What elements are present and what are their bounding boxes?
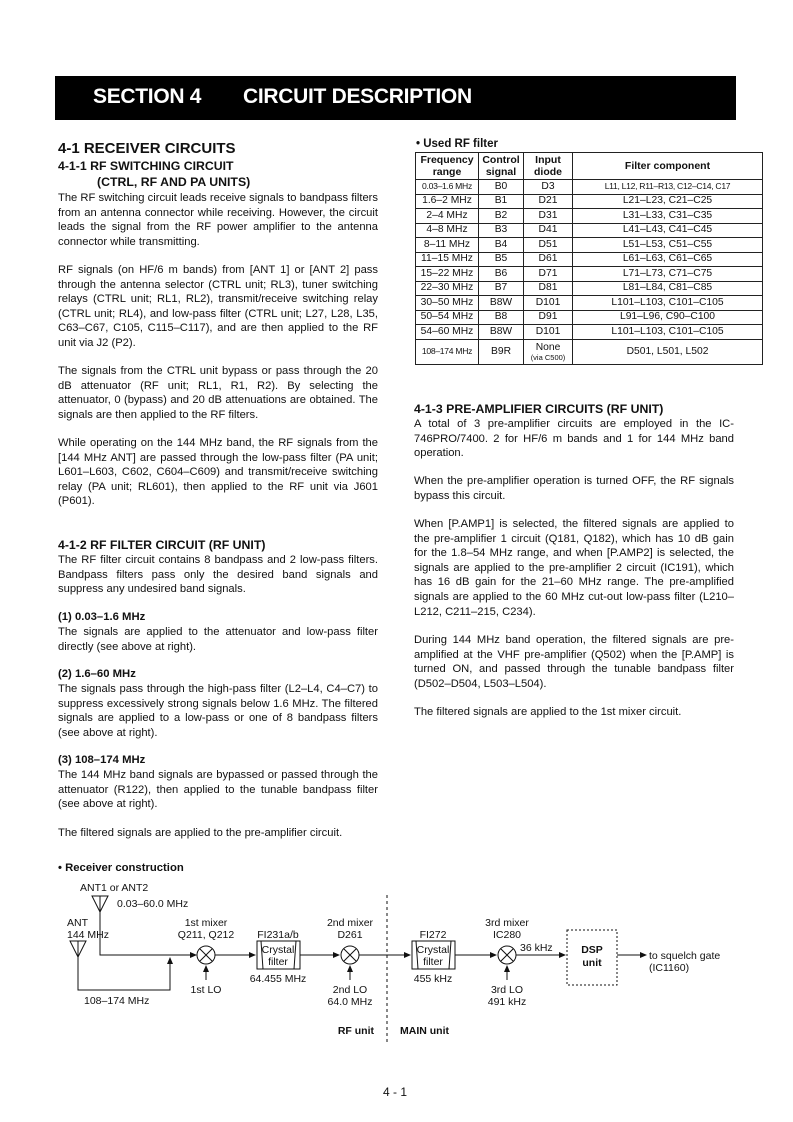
cell-text: 22–30 MHz	[420, 282, 474, 294]
paragraph: The signals pass through the high-pass filter (L2–L4, C4–C7) to suppress excessively strong signals below 1.6 MHz. The filtered signals are applied to a low-pass or one of 8 bandpass filters (see above at right).	[58, 683, 378, 739]
cell-text: L51–L53, C51–C55	[622, 238, 713, 250]
heading-4-1-1-sub: (CTRL, RF AND PA UNITS)	[97, 175, 251, 189]
paragraph: RF signals (on HF/6 m bands) from [ANT 1] or [ANT 2] pass through the antenna selector (CTRL unit; RL3), tuner switching relays (CTRL unit; RL1, RL2), transmit/receive switching relay (CTRL unit; RL4), and low-pass filter (CTRL unit; L27, L28, L35, C63–C67, C105, C115–C117), and are then applied to the RF unit via J2 (P2).	[58, 264, 378, 349]
column-header: Frequency range	[416, 153, 479, 180]
label: 455 kHz	[413, 973, 453, 985]
label: 2nd LO	[332, 984, 368, 996]
label: 2nd mixer	[326, 917, 374, 929]
cell-text: B8	[494, 311, 508, 323]
cell-text: D101	[535, 325, 561, 337]
cell-text: D51	[538, 238, 558, 250]
cell-text: D91	[538, 311, 558, 323]
cell-text: D71	[538, 267, 558, 279]
cell-text: L91–L96, C90–C100	[619, 311, 716, 323]
section-number: SECTION 4	[93, 85, 202, 108]
cell-text: B2	[494, 209, 508, 221]
subheading: (1) 0.03–1.6 MHz	[58, 611, 146, 623]
cell-text: 2–4 MHz	[426, 209, 468, 221]
cell-text: L31–L33, C31–C35	[622, 209, 713, 221]
paragraph: The signals are applied to the attenuator and low-pass filter directly (see above at right).	[58, 626, 378, 653]
cell-text: L101–L103, C101–C105	[611, 325, 724, 337]
subheading: (3) 108–174 MHz	[58, 754, 146, 766]
cell-text: 50–54 MHz	[420, 311, 474, 323]
label: 1st mixer	[184, 917, 228, 929]
label: Q211, Q212	[177, 929, 235, 941]
label: 491 kHz	[487, 996, 527, 1008]
cell-text: 1.6–2 MHz	[422, 195, 472, 207]
cell-text: B0	[494, 180, 508, 192]
label: 64.455 MHz	[249, 973, 307, 985]
cell-text: B8W	[489, 325, 513, 337]
label: IC280	[492, 929, 522, 941]
cell-text: L101–L103, C101–C105	[611, 296, 724, 308]
label: Crystal	[416, 944, 450, 956]
label: D261	[337, 929, 363, 941]
heading-4-1: 4-1 RECEIVER CIRCUITS	[58, 140, 236, 157]
cell-text: 4–8 MHz	[426, 224, 468, 236]
cell-text: L71–L73, C71–C75	[622, 267, 713, 279]
paragraph: The RF switching circuit leads receive signals to bandpass filters from an antenna connector while receiving. However, the circuit leads the signal from the RF power amplifier to the antenna connector while transmitting.	[58, 192, 378, 248]
cell-note: (via C500)	[530, 352, 566, 362]
label: to squelch gate	[649, 950, 721, 962]
rf-filter-title: • Used RF filter	[416, 138, 498, 150]
cell-text: D81	[538, 282, 558, 294]
cell-text: L81–L84, C81–C85	[622, 282, 713, 294]
paragraph: The signals from the CTRL unit bypass or pass through the 20 dB attenuator (RF unit; RL1, R1, R2). By selecting the attenuator, 0 (bypass) and 20 dB attenuations are obtained. The signals are then applied to the RF filters.	[58, 365, 378, 421]
cell-text: 30–50 MHz	[420, 296, 474, 308]
label: (IC1160)	[649, 962, 690, 974]
signal-line	[78, 941, 170, 990]
cell-text: B3	[494, 224, 508, 236]
paragraph: While operating on the 144 MHz band, the RF signals from the [144 MHz ANT] are passed through the low-pass filter (PA unit; L601–L603, C602, C604–C609) and transmit/receive switching relay (PA unit; RL601), then applied to the RF unit via J601 (P601).	[58, 437, 378, 508]
paragraph: The filtered signals are applied to the 1st mixer circuit.	[414, 706, 682, 718]
label: 1st LO	[190, 984, 222, 996]
label: RF unit	[337, 1025, 374, 1037]
subheading: (2) 1.6–60 MHz	[58, 668, 136, 680]
heading-4-1-3: 4-1-3 PRE-AMPLIFIER CIRCUITS (RF UNIT)	[414, 402, 664, 416]
label: filter	[423, 956, 443, 968]
cell-text: B8W	[489, 296, 513, 308]
cell-text: L61–L63, C61–C65	[622, 253, 713, 265]
cell-text: D41	[538, 224, 558, 236]
cell-text: B4	[494, 238, 508, 250]
cell-text: L21–L23, C21–C25	[622, 195, 713, 207]
label: 64.0 MHz	[327, 996, 373, 1008]
label: Crystal	[261, 944, 295, 956]
cell-text: 8–11 MHz	[423, 238, 471, 250]
label: ANT1 or ANT2	[80, 882, 149, 894]
cell-text: 15–22 MHz	[420, 267, 474, 279]
label: 0.03–60.0 MHz	[117, 898, 189, 910]
label: MAIN unit	[400, 1025, 449, 1037]
cell-text: L41–L43, C41–C45	[622, 224, 713, 236]
cell-text: D21	[538, 195, 558, 207]
label: 144 MHz	[67, 929, 110, 941]
cell-text: None	[535, 341, 561, 353]
label: DSP	[581, 944, 603, 956]
cell-text: B1	[494, 195, 508, 207]
page-number: 4 - 1	[383, 1085, 408, 1099]
cell-text: B9R	[490, 345, 512, 357]
paragraph: The 144 MHz band signals are bypassed or passed through the attenuator (R122), then applied to the tunable bandpass filter (see above at right).	[58, 769, 378, 811]
paragraph: When [P.AMP1] is selected, the filtered signals are applied to the pre-amplifier 1 circuit (Q181, Q182), which has 10 dB gain for the 1.8–54 MHz range, and when [P.AMP2] is selected, the signals are applied to the pre-amplifier 2 circuit (IC191), which has 16 dB gain for the 21–60 MHz range. The pre-amplified signals are applied to the 60 MHz cut-out low-pass filter (L210–L212, C211–215, C234).	[414, 518, 734, 618]
cell-text: D3	[541, 180, 555, 192]
cell-text: 0.03–1.6 MHz	[422, 181, 472, 192]
paragraph: During 144 MHz band operation, the filtered signals are pre-amplified at the VHF pre-amplifier (Q502) when the [P.AMP] is turned ON, and passed through the tunable bandpass filter (D502–D504, L503–L504).	[414, 634, 734, 690]
paragraph: When the pre-amplifier operation is turned OFF, the RF signals bypass this circuit.	[414, 475, 734, 502]
paragraph: The filtered signals are applied to the pre-amplifier circuit.	[58, 827, 343, 839]
label: FI272	[419, 929, 447, 941]
column-header: Input diode	[524, 153, 573, 180]
heading-4-1-2: 4-1-2 RF FILTER CIRCUIT (RF UNIT)	[58, 538, 266, 552]
heading-4-1-1: 4-1-1 RF SWITCHING CIRCUIT	[58, 159, 234, 173]
label: filter	[268, 956, 288, 968]
cell-text: 108–174 MHz	[421, 346, 473, 356]
cell-text: L11, L12, R11–R13, C12–C14, C17	[604, 181, 731, 192]
label: 36 kHz	[520, 942, 553, 954]
label: unit	[582, 957, 602, 969]
label: FI231a/b	[257, 929, 299, 941]
label: 108–174 MHz	[84, 995, 150, 1007]
label: 3rd mixer	[485, 917, 529, 929]
cell-text: D501, L501, L502	[626, 345, 709, 357]
cell-text: D61	[538, 253, 558, 265]
cell-text: D101	[535, 296, 561, 308]
diagram-title: • Receiver construction	[58, 862, 184, 874]
label: ANT	[67, 917, 88, 929]
column-header: Filter component	[573, 153, 763, 180]
cell-text: D31	[538, 209, 558, 221]
cell-text: B7	[494, 282, 508, 294]
cell-text: 54–60 MHz	[420, 325, 474, 337]
cell-text: B5	[494, 253, 508, 265]
section-title: CIRCUIT DESCRIPTION	[243, 85, 472, 108]
paragraph: A total of 3 pre-amplifier circuits are employed in the IC-746PRO/7400. 2 for HF/6 m bands and 1 for 144 MHz band operation.	[414, 418, 734, 460]
column-header: Control signal	[479, 153, 524, 180]
cell-text: 11–15 MHz	[421, 253, 473, 265]
cell-text: B6	[494, 267, 508, 279]
paragraph: The RF filter circuit contains 8 bandpass and 2 low-pass filters. Bandpass filters pass only the desired band signals and suppress any undesired band signals.	[58, 554, 378, 596]
label: 3rd LO	[490, 984, 524, 996]
